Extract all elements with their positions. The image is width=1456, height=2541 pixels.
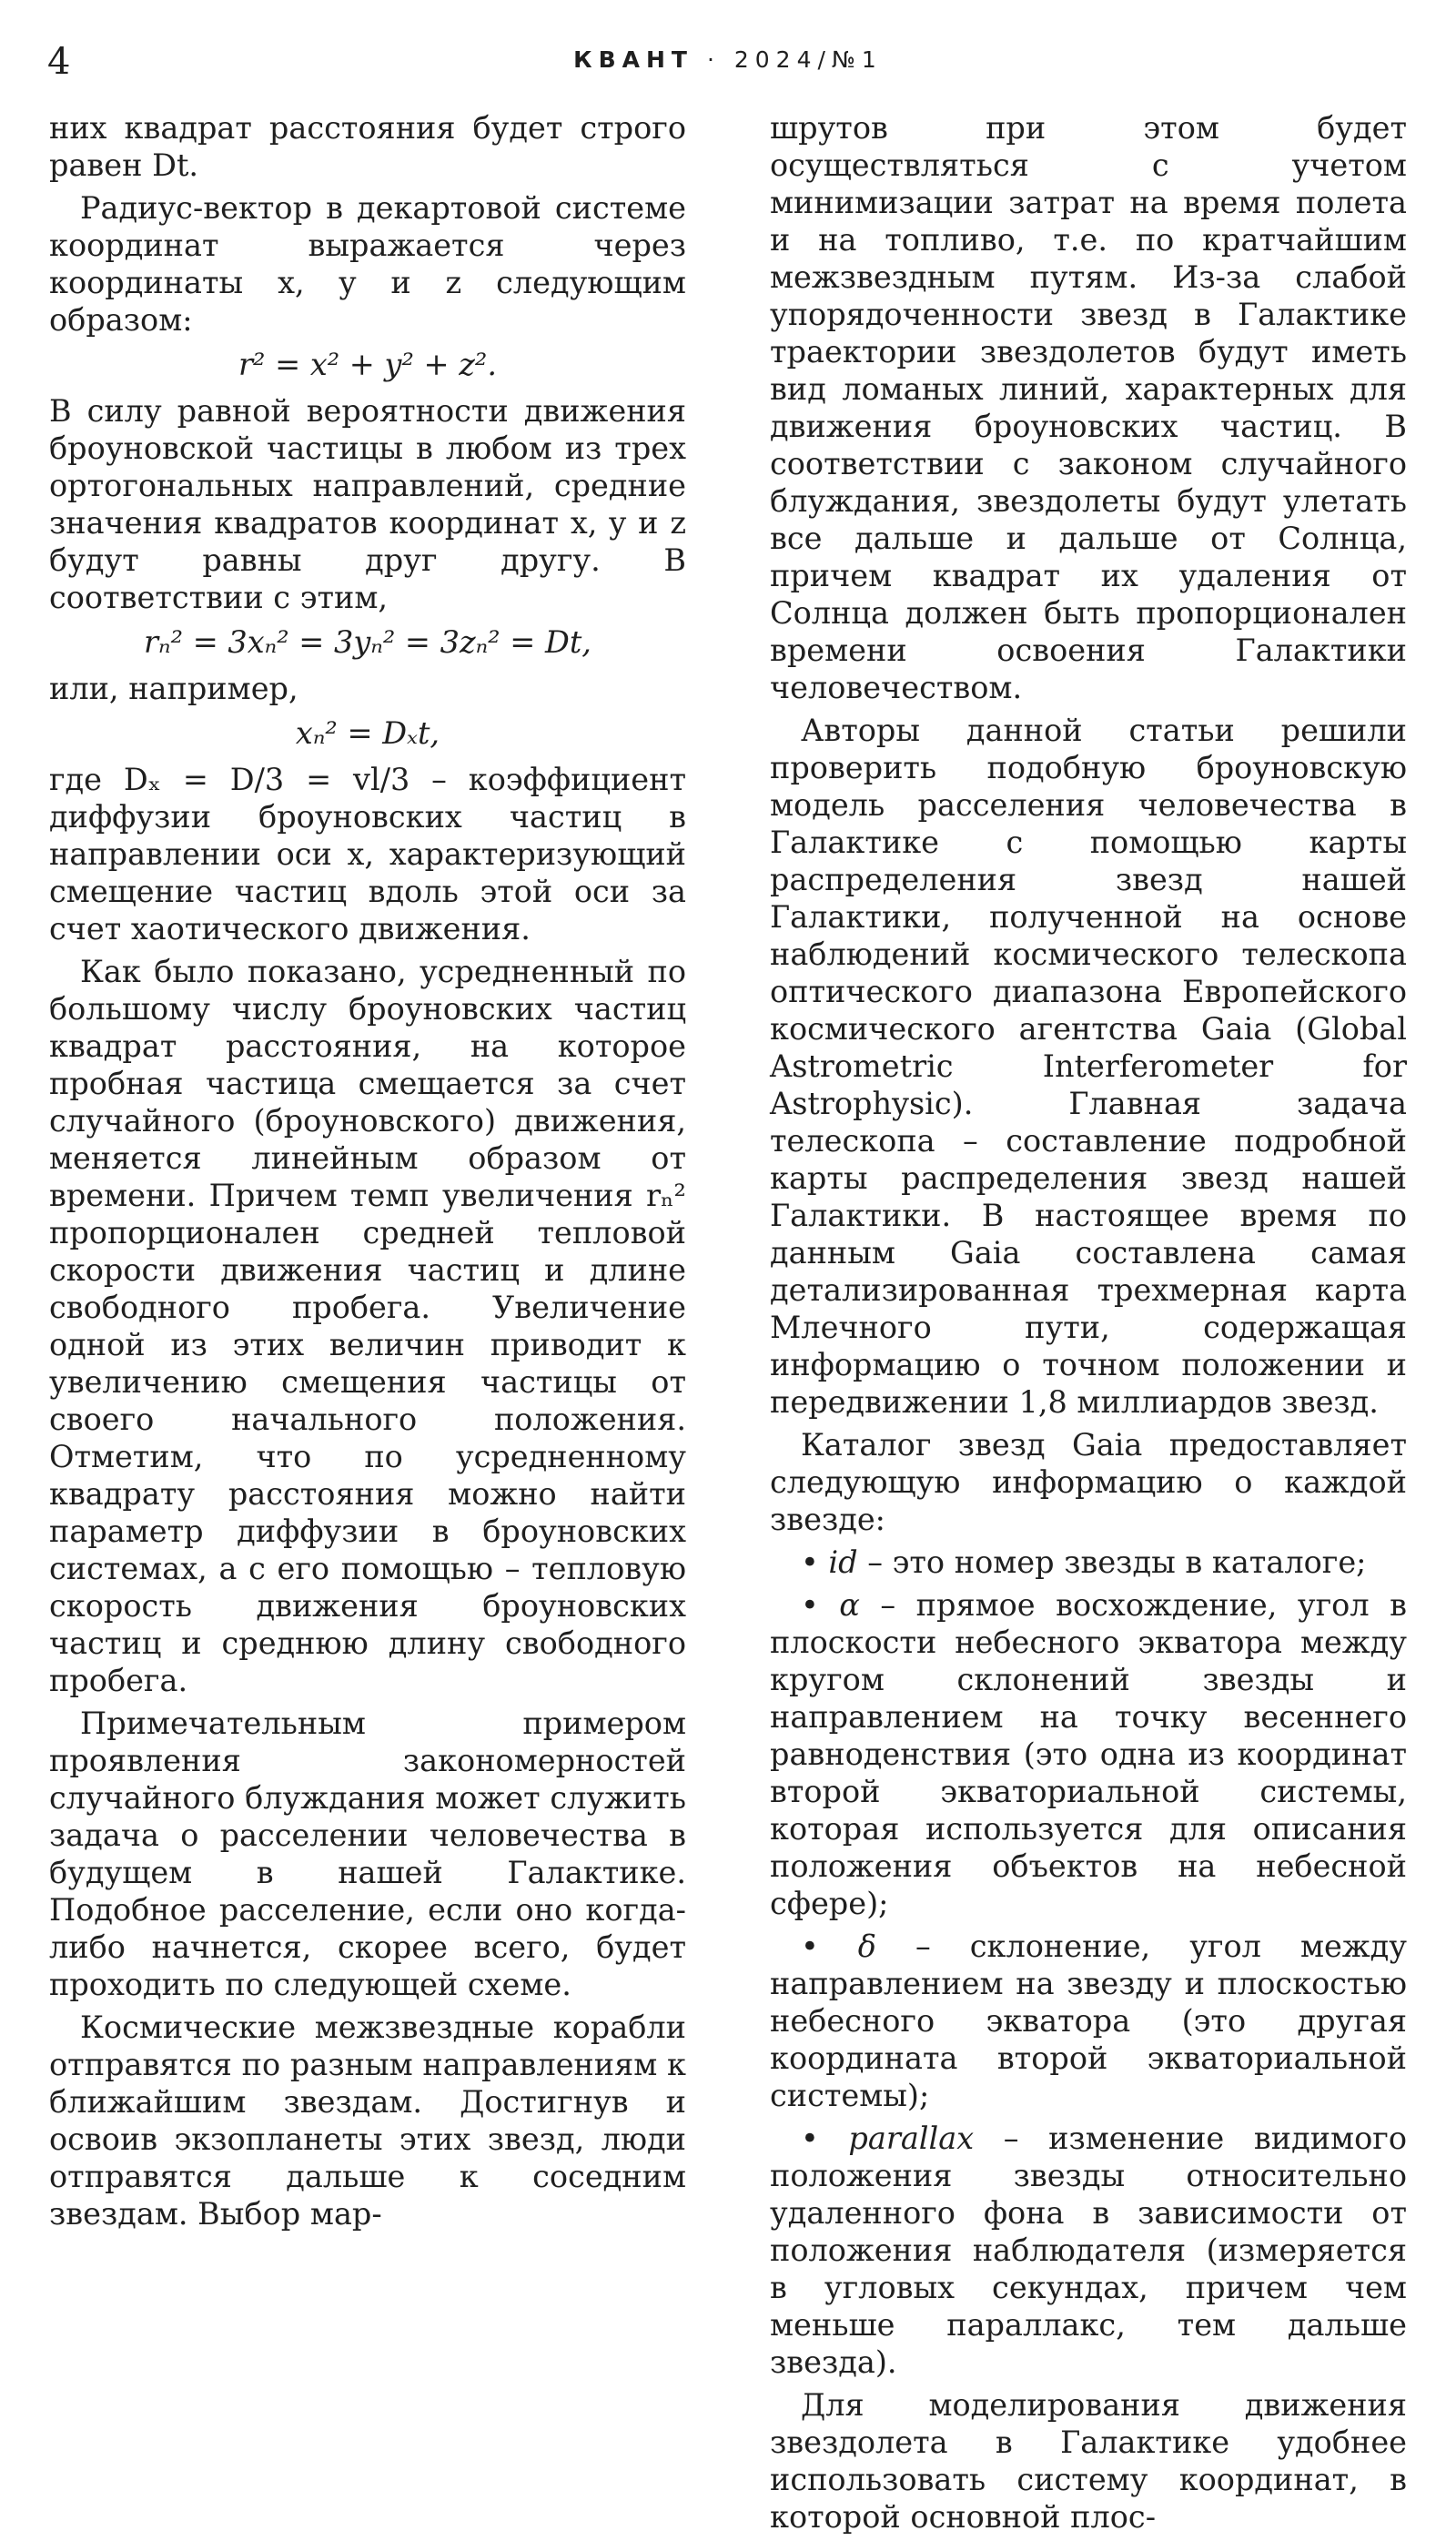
definition: – это номер звезды в каталоге; [857, 1544, 1367, 1580]
list-item: • id – это номер звезды в каталоге; [801, 1544, 1367, 1580]
paragraph: или, например, [49, 671, 298, 706]
definition: – прямое восхождение, угол в плоскости небесного экватора между кругом склонений звезды и направлением на точку весеннего равноденствия (это одна из координат второй экваториальной системы, которая используется для описания положения объектов на небесной сфере); [770, 1587, 1407, 1921]
paragraph: Каталог звезд Gaia предоставляет следующую информацию о каждой звезде: [770, 1427, 1407, 1537]
issue-number: 2024/№1 [733, 46, 883, 73]
paragraph: Космические межзвездные корабли отправятся по разным направлениям к ближайшим звездам. Достигнув и освоив экзопланеты этих звезд, люди отправятся дальше к соседним звездам. Выбор мар- [49, 2010, 686, 2232]
paragraph: В силу равной вероятности движения броуновской частицы в любом из трех ортогональных направлений, средние значения квадратов координат x, y и z будут равны друг другу. В соответствии с этим, [49, 393, 686, 615]
paragraph: Для моделирования движения звездолета в Галактике удобнее использовать систему координат, в которой основной плос- [770, 2387, 1407, 2535]
header-separator: · [706, 46, 721, 73]
term: parallax [848, 2121, 975, 2156]
term: id [828, 1544, 858, 1580]
paragraph: Авторы данной статьи решили проверить подобную броуновскую модель расселения человечества в Галактике с помощью карты распределения звезд нашей Галактики, полученной на основе наблюдений космического телескопа оптического диапазона Европейского космического агентства Gaia (Global Astrometric Interferometer for Astrophysic). Главная задача телескопа – составление подробной карты распределения звезд нашей Галактики. В настоящее время по данным Gaia составлена самая детализированная трехмерная карта Млечного пути, содержащая информацию о точном положении и передвижении 1,8 миллиардов звезд. [770, 713, 1407, 1420]
left-column [49, 109, 686, 2238]
formula: xₙ² = Dₓt, [295, 715, 440, 751]
page-number: 4 [47, 41, 71, 83]
paragraph: них квадрат расстояния будет строго равен Dt. [49, 110, 686, 183]
definition: – изменение видимого положения звезды относительно удаленного фона в зависимости от положения наблюдателя (измеряется в угловых секундах, причем чем меньше параллакс, тем дальше звезда). [770, 2121, 1407, 2380]
formula: r² = x² + y² + z². [238, 347, 497, 382]
running-head [0, 46, 1456, 75]
formula: rₙ² = 3xₙ² = 3yₙ² = 3zₙ² = Dt, [144, 624, 592, 660]
list-item: • δ – склонение, угол между направлением на звезду и плоскостью небесного экватора (это другая координата второй экваториальной системы); [770, 1929, 1407, 2113]
journal-title: КВАНТ [573, 46, 693, 73]
term: α [839, 1587, 860, 1623]
paragraph: Радиус-вектор в декартовой системе координат выражается через координаты x, y и z следующим образом: [49, 190, 686, 338]
right-column [770, 109, 1407, 2541]
paragraph: шрутов при этом будет осуществляться с учетом минимизации затрат на время полета и на топливо, т.е. по кратчайшим межзвездным путям. Из-за слабой упорядоченности звезд в Галактике траектории звездолетов будут иметь вид ломаных линий, характерных для движения броуновских частиц. В соответствии с законом случайного блуждания, звездолеты будут улетать все дальше и дальше от Солнца, причем квадрат их удаления от Солнца должен быть пропорционален времени освоения Галактики человечеством. [770, 110, 1407, 705]
list-item: • α – прямое восхождение, угол в плоскости небесного экватора между кругом склонений звезды и направлением на точку весеннего равноденствия (это одна из координат второй экваториальной системы, которая используется для описания положения объектов на небесной сфере); [770, 1587, 1407, 1921]
definition: – склонение, угол между направлением на звезду и плоскостью небесного экватора (это другая координата второй экваториальной системы); [770, 1929, 1407, 2113]
term: δ [857, 1929, 876, 1964]
paragraph: где Dₓ = D/3 = vl/3 – коэффициент диффузии броуновских частиц в направлении оси x, характеризующий смещение частиц вдоль этой оси за счет хаотического движения. [49, 762, 686, 947]
paragraph: Как было показано, усредненный по большому числу броуновских частиц квадрат расстояния, на которое пробная частица смещается за счет случайного (броуновского) движения, меняется линейным образом от времени. Причем темп увеличения rₙ² пропорционален средней тепловой скорости движения частиц и длине свободного пробега. Увеличение одной из этих величин приводит к увеличению смещения частицы от своего начального положения. Отметим, что по усредненному квадрату расстояния можно найти параметр диффузии в броуновских системах, а с его помощью – тепловую скорость движения броуновских частиц и среднюю длину свободного пробега. [49, 954, 686, 1698]
paragraph: Примечательным примером проявления закономерностей случайного блуждания может служить задача о расселении человечества в будущем в нашей Галактике. Подобное расселение, если оно когда-либо начнется, скорее всего, будет проходить по следующей схеме. [49, 1706, 686, 2002]
list-item: • parallax – изменение видимого положения звезды относительно удаленного фона в зависимости от положения наблюдателя (измеряется в угловых секундах, причем чем меньше параллакс, тем дальше звезда). [770, 2121, 1407, 2380]
